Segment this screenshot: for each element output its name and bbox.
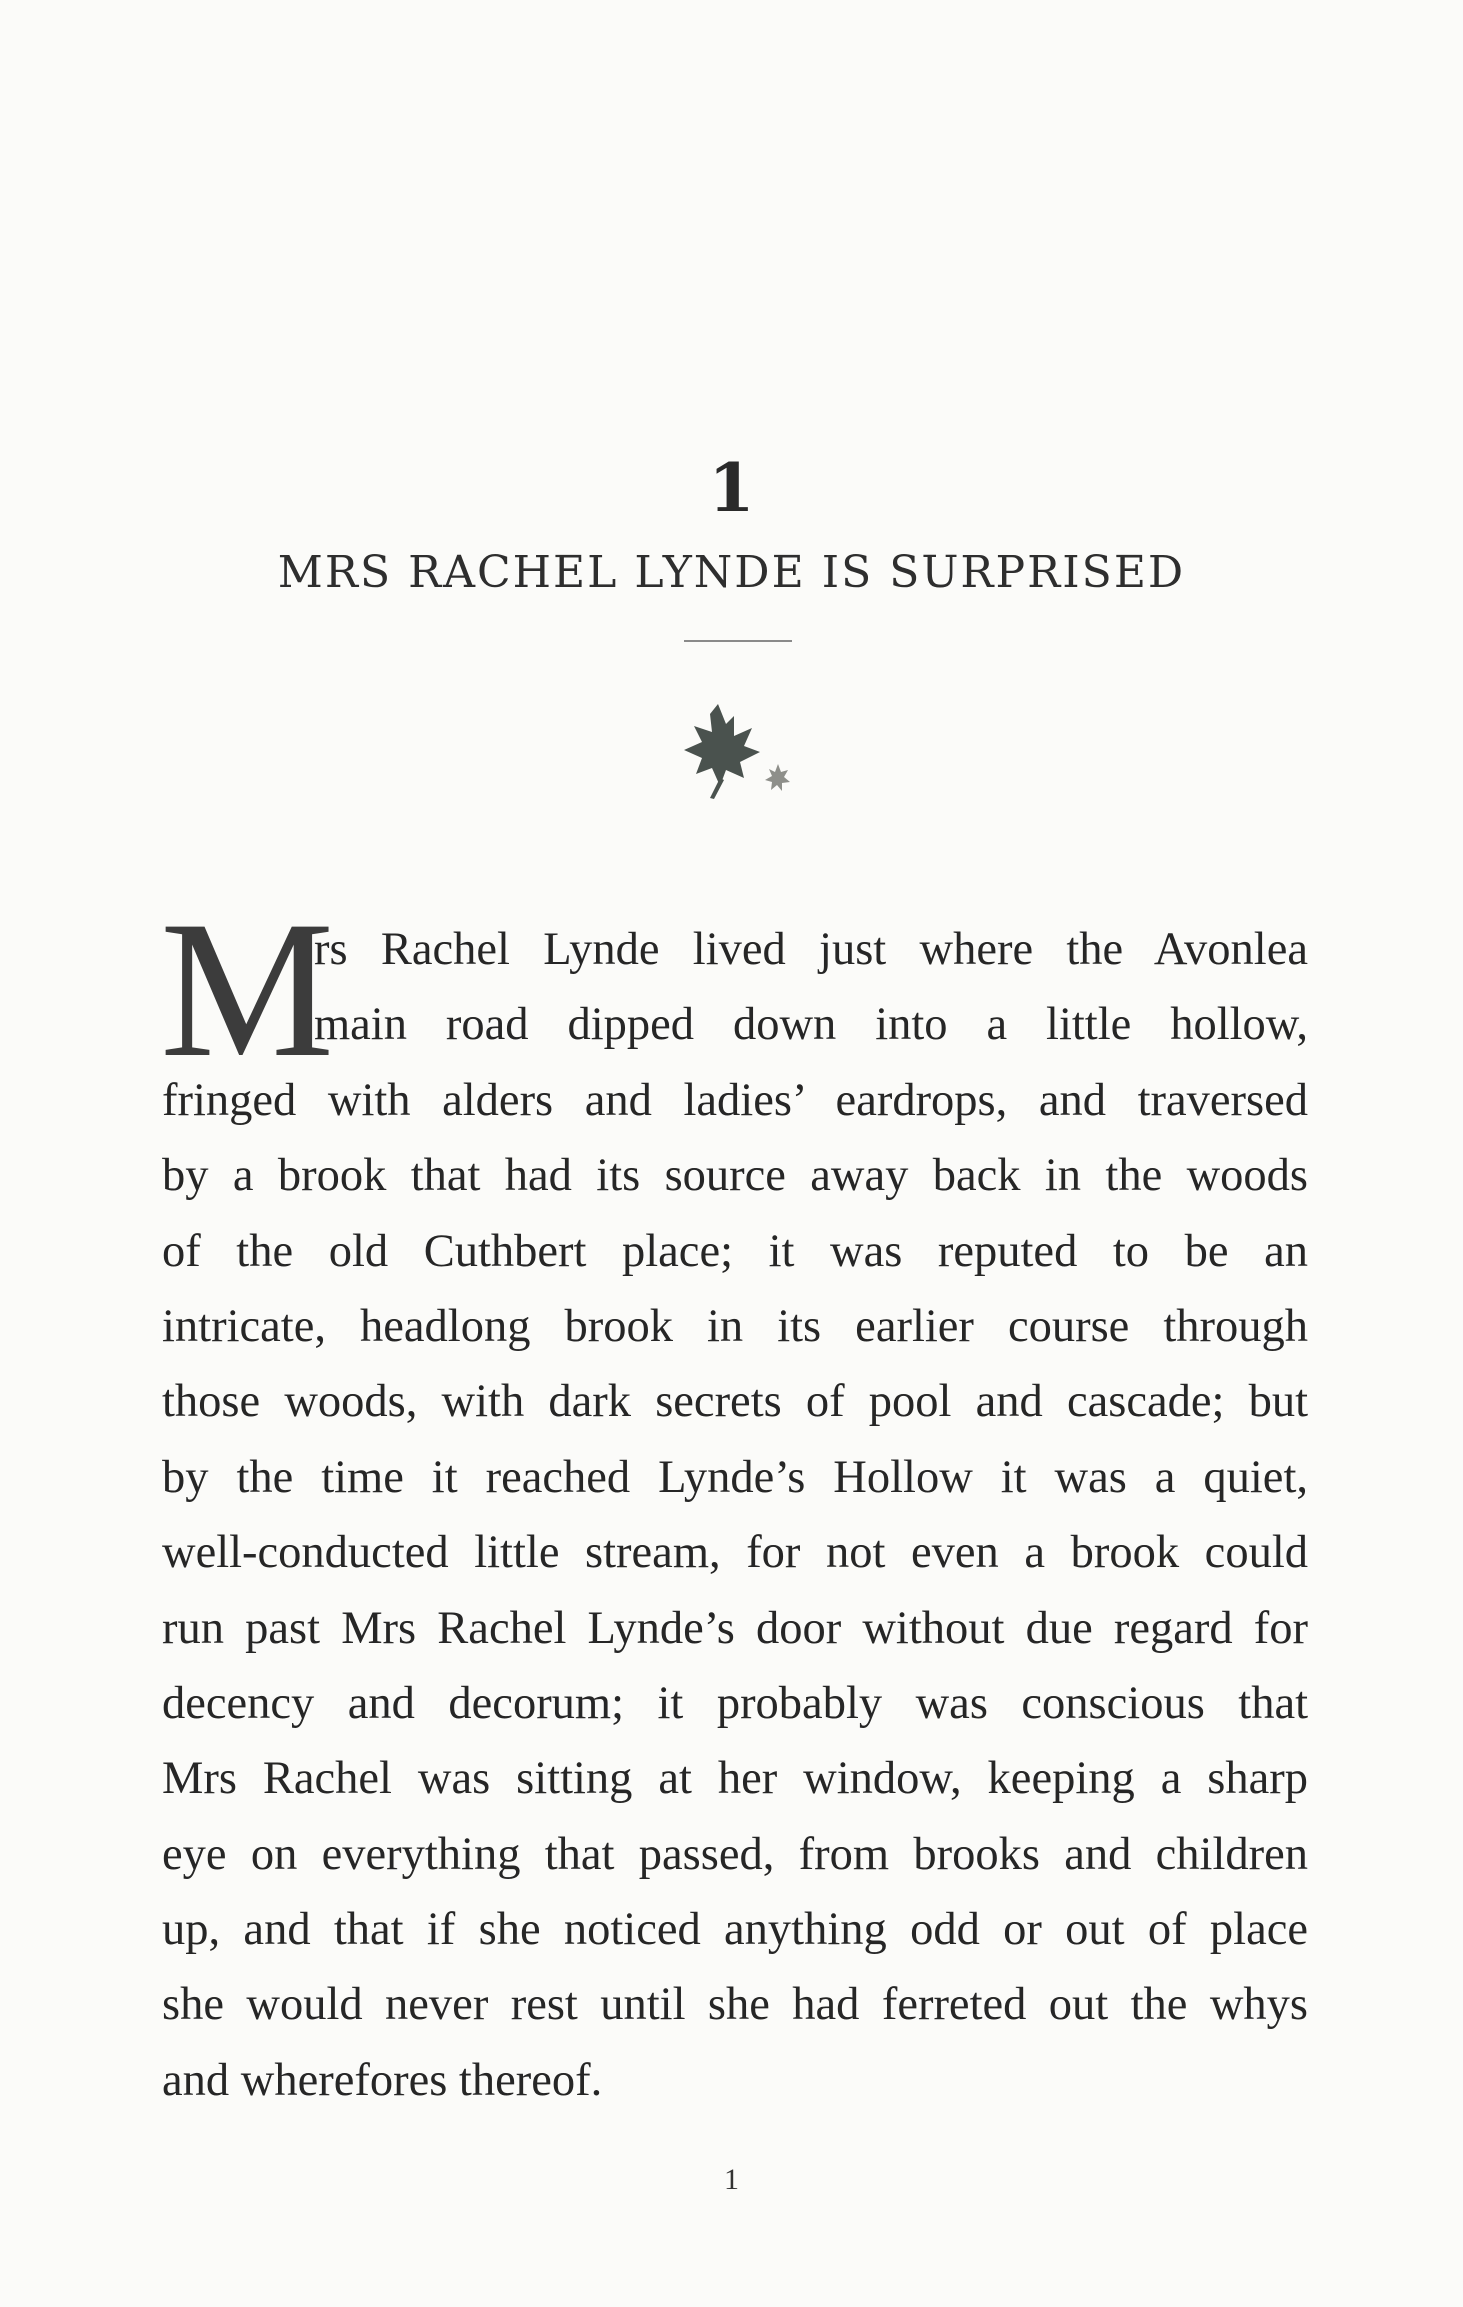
body-line: by a brook that had its source away back in the woods <box>162 1150 1308 1202</box>
drop-cap: M <box>160 881 335 1098</box>
body-line: those woods, with dark secrets of pool and cascade; but <box>162 1376 1308 1428</box>
body-line: up, and that if she noticed anything odd or out of place <box>162 1904 1308 1956</box>
body-line: fringed with alders and ladies’ eardrops, and traversed <box>162 1074 1308 1126</box>
chapter-title: MRS RACHEL LYNDE IS SURPRISED <box>277 547 1186 598</box>
chapter-body <box>160 881 1308 2118</box>
body-line: decency and decorum; it probably was conscious that <box>162 1677 1308 1729</box>
body-line: she would never rest until she had ferreted out the whys <box>162 1979 1308 2031</box>
body-line: rs Rachel Lynde lived just where the Avonlea <box>314 924 1308 975</box>
maple-leaf-large-icon <box>684 704 760 799</box>
body-line: Mrs Rachel was sitting at her window, keeping a sharp <box>162 1753 1308 1805</box>
title-rule <box>684 640 792 642</box>
maple-leaf-small-icon <box>765 764 790 791</box>
body-line: main road dipped down into a little hollow, <box>314 999 1308 1051</box>
body-line: eye on everything that passed, from brooks and children <box>162 1828 1308 1880</box>
body-line: intricate, headlong brook in its earlier course through <box>162 1300 1308 1352</box>
body-line: of the old Cuthbert place; it was reputed to be an <box>162 1225 1308 1277</box>
maple-leaf-icon <box>660 690 810 810</box>
chapter-number: 1 <box>708 449 755 527</box>
body-line: run past Mrs Rachel Lynde’s door without due regard for <box>162 1602 1308 1654</box>
body-line: well-conducted little stream, for not even a brook could <box>162 1527 1308 1579</box>
body-line: by the time it reached Lynde’s Hollow it was a quiet, <box>162 1451 1308 1503</box>
body-line: and wherefores thereof. <box>162 2054 603 2106</box>
page-number: 1 <box>724 2163 739 2196</box>
